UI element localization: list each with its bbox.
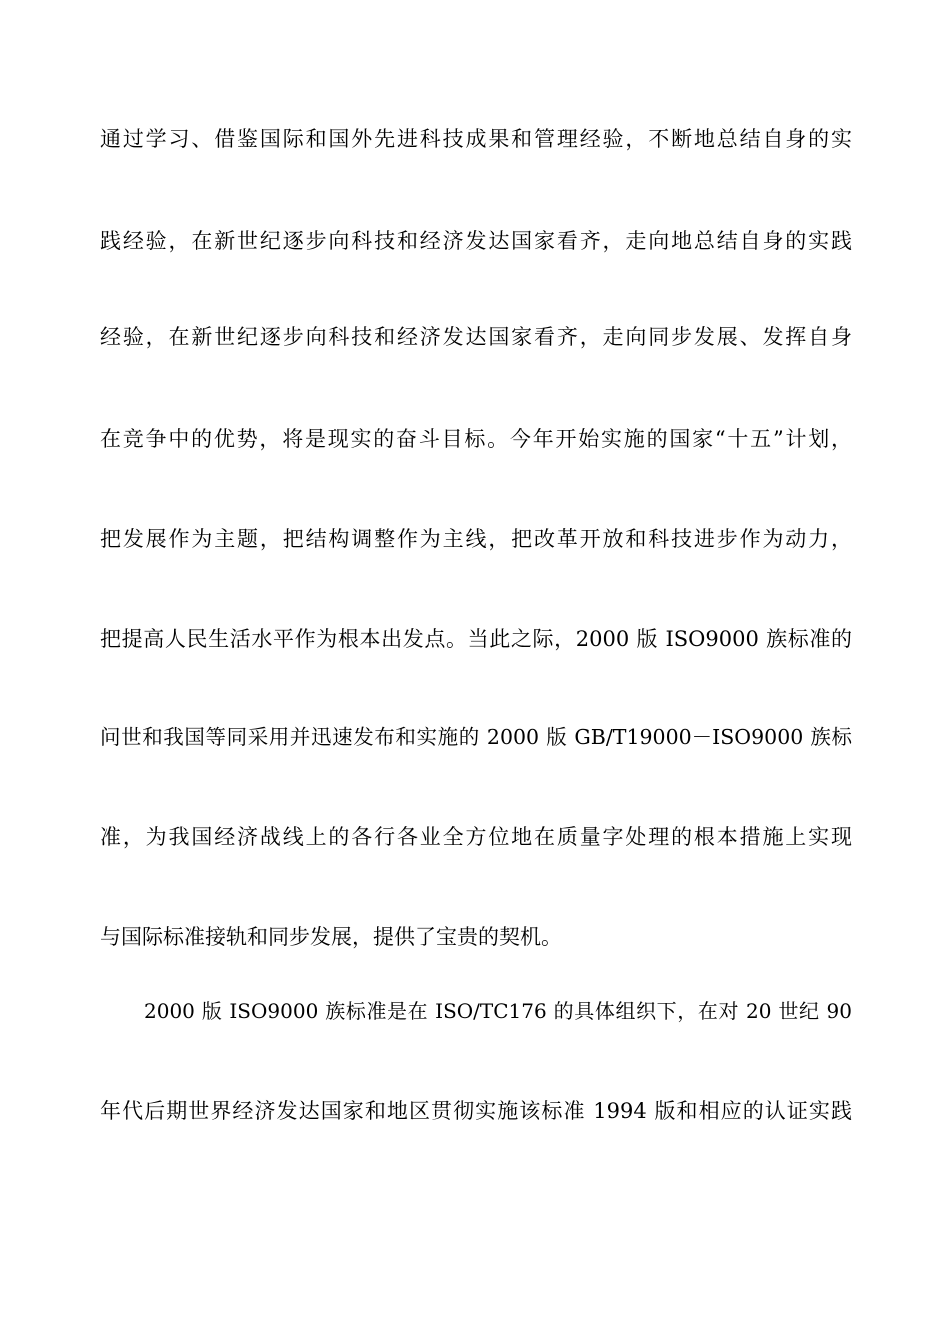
paragraph-end-line: 与国际标准接轨和同步发展，提供了宝贵的契机。 (100, 925, 562, 949)
body-text-line: 把提高人民生活水平作为根本出发点。当此之际，2000 版 ISO9000 族标准的 (100, 627, 852, 651)
body-text-line: 在竞争中的优势，将是现实的奋斗目标。今年开始实施的国家“十五”计划， (100, 427, 852, 451)
paragraph-first-line: 2000 版 ISO9000 族标准是在 ISO/TC176 的具体组织下，在对 20 世纪 90 (144, 999, 852, 1023)
body-text-line: 年代后期世界经济发达国家和地区贯彻实施该标准 1994 版和相应的认证实践 (100, 1099, 852, 1123)
body-text-line: 践经验，在新世纪逐步向科技和经济发达国家看齐，走向地总结自身的实践 (100, 229, 852, 253)
body-text-line: 问世和我国等同采用并迅速发布和实施的 2000 版 GB/T19000－ISO9000 族标 (100, 725, 852, 749)
body-text-line: 准，为我国经济战线上的各行各业全方位地在质量字处理的根本措施上实现 (100, 825, 852, 849)
body-text-line: 通过学习、借鉴国际和国外先进科技成果和管理经验，不断地总结自身的实 (100, 127, 852, 151)
body-text-line: 经验，在新世纪逐步向科技和经济发达国家看齐，走向同步发展、发挥自身 (100, 325, 852, 349)
body-text-line: 把发展作为主题，把结构调整作为主线，把改革开放和科技进步作为动力， (100, 527, 852, 551)
